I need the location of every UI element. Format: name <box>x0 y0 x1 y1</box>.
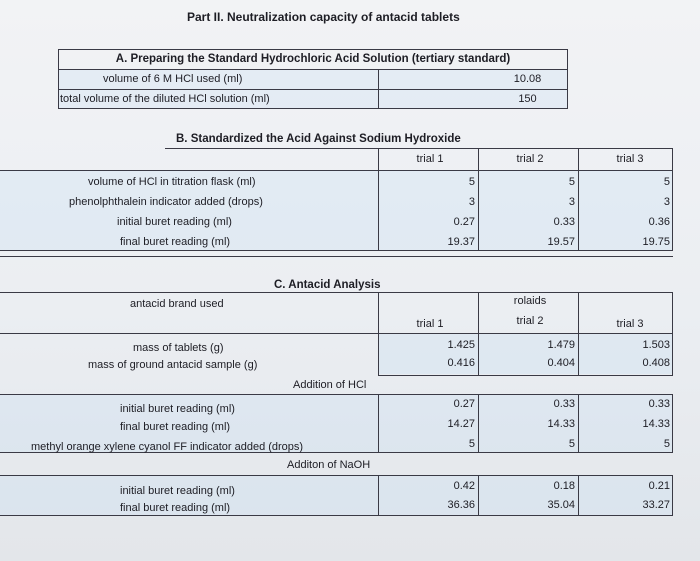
b-row-indicator-t2: 3 <box>568 196 575 208</box>
b-row-final-buret-label: final buret reading (ml) <box>120 236 231 248</box>
c-hcl-indicator-label: methyl orange xylene cyanol FF indicator added (drops) <box>31 441 304 453</box>
b-row-initial-buret-t3: 0.36 <box>648 216 670 228</box>
section-b-heading: B. Standardized the Acid Against Sodium Hydroxide <box>176 133 461 145</box>
b-row-final-buret-t2: 19.57 <box>547 236 575 248</box>
c-hcl-indicator-t2: 5 <box>568 438 575 450</box>
a-row-total-volume-value: 150 <box>518 93 537 105</box>
b-row-hcl-volume-t1: 5 <box>468 176 475 188</box>
b-row-hcl-volume-t2: 5 <box>568 176 575 188</box>
c-naoh-initial-label: initial buret reading (ml) <box>120 485 235 497</box>
c-hcl-indicator-t3: 5 <box>663 438 670 450</box>
c-row-sample-mass-label: mass of ground antacid sample (g) <box>88 359 258 371</box>
c-hcl-initial-t2: 0.33 <box>553 398 575 410</box>
c-naoh-heading: Additon of NaOH <box>287 459 371 471</box>
c-row-sample-mass-t2: 0.404 <box>547 357 575 369</box>
c-row-tablet-mass-t3: 1.503 <box>642 339 670 351</box>
b-row-initial-buret-t1: 0.27 <box>453 216 475 228</box>
b-row-indicator-t3: 3 <box>663 196 670 208</box>
b-row-initial-buret-t2: 0.33 <box>553 216 575 228</box>
c-naoh-final-t2: 35.04 <box>547 499 575 511</box>
c-trial-3-header: trial 3 <box>616 318 644 330</box>
b-trial-3-header: trial 3 <box>616 153 644 165</box>
c-hcl-initial-label: initial buret reading (ml) <box>120 403 235 415</box>
c-hcl-heading: Addition of HCl <box>293 379 367 391</box>
a-row-hcl-volume-value: 10.08 <box>513 73 542 85</box>
c-naoh-final-label: final buret reading (ml) <box>120 502 231 514</box>
b-row-indicator-t1: 3 <box>468 196 475 208</box>
c-hcl-final-t3: 14.33 <box>642 418 670 430</box>
b-row-hcl-volume-label: volume of HCl in titration flask (ml) <box>88 176 256 188</box>
page-title: Part II. Neutralization capacity of antacid tablets <box>187 10 460 24</box>
section-a-heading: A. Preparing the Standard Hydrochloric Acid Solution (tertiary standard) <box>115 53 511 65</box>
c-row-tablet-mass-label: mass of tablets (g) <box>133 342 224 354</box>
a-row-hcl-volume-label: volume of 6 M HCl used (ml) <box>103 73 243 85</box>
b-row-hcl-volume-t3: 5 <box>663 176 670 188</box>
c-hcl-final-label: final buret reading (ml) <box>120 421 231 433</box>
c-hcl-initial-t1: 0.27 <box>453 398 475 410</box>
a-row-total-volume-label: total volume of the diluted HCl solution (ml) <box>60 93 270 105</box>
b-trial-1-header: trial 1 <box>416 153 444 165</box>
c-brand-value: rolaids <box>513 295 547 307</box>
c-trial-1-header: trial 1 <box>416 318 444 330</box>
c-hcl-final-t2: 14.33 <box>547 418 575 430</box>
c-naoh-initial-t2: 0.18 <box>553 480 575 492</box>
b-row-final-buret-t1: 19.37 <box>447 236 475 248</box>
section-c-heading: C. Antacid Analysis <box>274 279 381 291</box>
c-hcl-initial-t3: 0.33 <box>648 398 670 410</box>
b-row-initial-buret-label: initial buret reading (ml) <box>117 216 232 228</box>
b-trial-2-header: trial 2 <box>516 153 544 165</box>
c-row-tablet-mass-t2: 1.479 <box>547 339 575 351</box>
c-hcl-final-t1: 14.27 <box>447 418 475 430</box>
c-row-tablet-mass-t1: 1.425 <box>447 339 475 351</box>
b-row-final-buret-t3: 19.75 <box>642 236 670 248</box>
c-naoh-final-t3: 33.27 <box>642 499 670 511</box>
c-hcl-indicator-t1: 5 <box>468 438 475 450</box>
c-naoh-initial-t1: 0.42 <box>453 480 475 492</box>
c-trial-2-header: trial 2 <box>516 315 544 327</box>
c-row-sample-mass-t1: 0.416 <box>447 357 475 369</box>
c-row-sample-mass-t3: 0.408 <box>642 357 670 369</box>
b-row-indicator-label: phenolphthalein indicator added (drops) <box>69 196 263 208</box>
c-naoh-initial-t3: 0.21 <box>648 480 670 492</box>
c-naoh-final-t1: 36.36 <box>447 499 475 511</box>
c-brand-label: antacid brand used <box>130 298 224 310</box>
